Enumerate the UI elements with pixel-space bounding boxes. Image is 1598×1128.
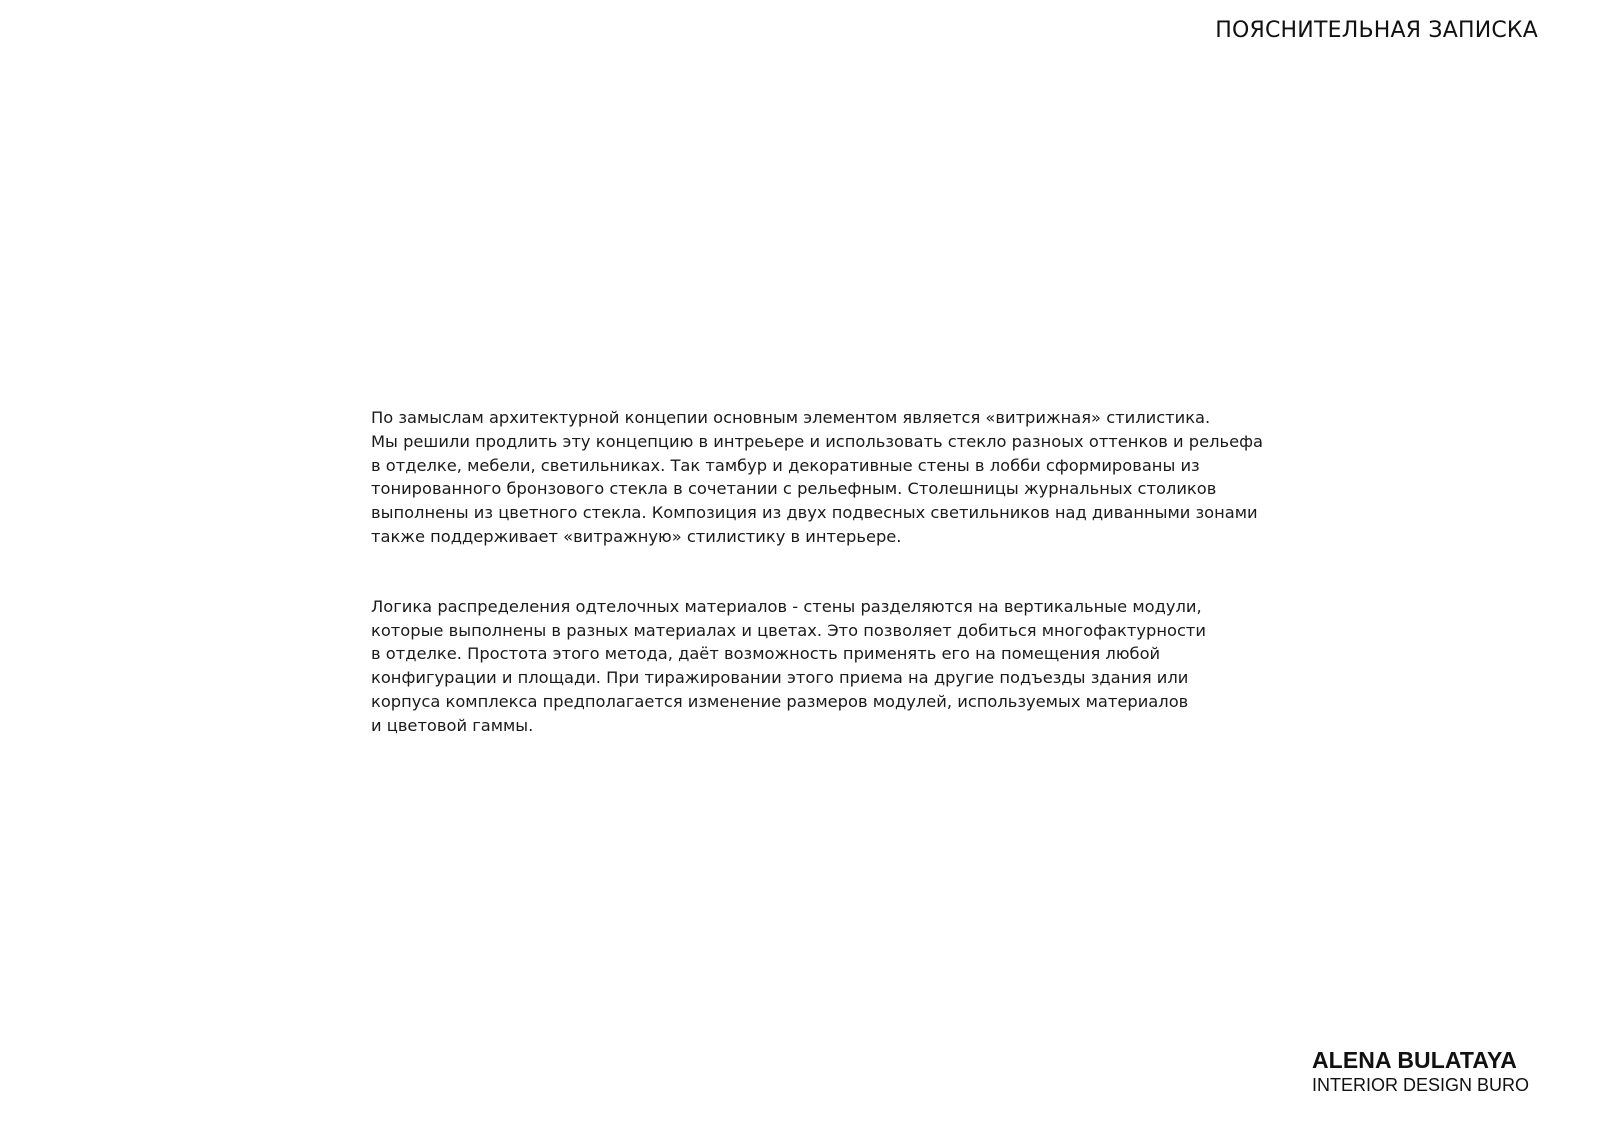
text-line: выполнены из цветного стекла. Композиция из двух подвесных светильников над диванными зонами <box>371 503 1258 523</box>
text-line: и цветовой гаммы. <box>371 715 534 735</box>
text-line: конфигурации и площади. При тиражировании этого приема на другие подъезды здания или <box>371 668 1189 688</box>
text-line: которые выполнены в разных материалах и цветах. Это позволяет добиться многофактурности <box>371 620 1206 640</box>
text-line: тонированного бронзового стекла в сочетании с рельефным. Столешницы журнальных столиков <box>371 479 1217 499</box>
paragraph-materials-logic <box>371 595 1331 738</box>
text-line: в отделке, мебели, светильниках. Так тамбур и декоративные стены в лобби сформированы из <box>371 455 1200 475</box>
text-line: в отделке. Простота этого метода, даёт возможность применять его на помещения любой <box>371 644 1161 664</box>
explanatory-note-body <box>371 406 1331 738</box>
text-line: Мы решили продлить эту концепцию в интреьере и использовать стекло разноых оттенков и рельефа <box>371 431 1264 451</box>
page-title: ПОЯСНИТЕЛЬНАЯ ЗАПИСКА <box>1215 18 1538 43</box>
brand-subtitle: INTERIOR DESIGN BURO <box>1311 1075 1529 1095</box>
text-line: корпуса комплекса предполагается изменение размеров модулей, используемых материалов <box>371 691 1189 711</box>
text-line: Логика распределения одтелочных материалов - стены разделяются на вертикальные модули, <box>371 596 1202 616</box>
text-line: По замыслам архитектурной концепии основным элементом является «витрижная» стилистика. <box>371 408 1211 427</box>
brand-logo <box>1312 1047 1529 1096</box>
paragraph-concept <box>371 406 1331 549</box>
brand-name: ALENA BULATAYA <box>1311 1047 1517 1073</box>
text-line: также поддерживает «витражную» стилистику в интерьере. <box>371 526 902 546</box>
